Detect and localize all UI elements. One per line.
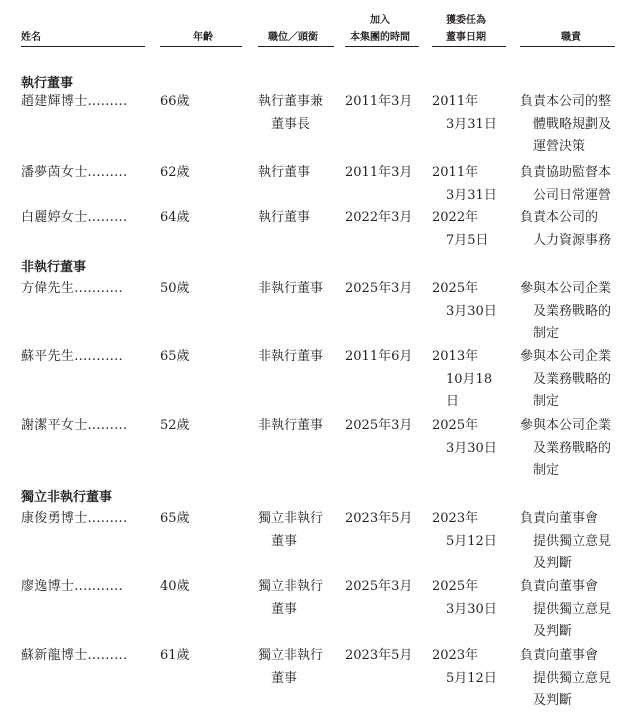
director-position (258, 346, 332, 369)
director-position (258, 91, 332, 136)
header-rule-appt (432, 46, 506, 47)
director-name: 蘇平先生........... (21, 349, 123, 364)
responsibility-line: 負責向董事會 (520, 511, 599, 526)
responsibilities (520, 508, 632, 576)
responsibility-line: 體戰略規劃及 (533, 116, 612, 132)
position-line: 非執行董事 (258, 418, 324, 433)
appointment-date (432, 207, 504, 252)
director-age: 62歲 (160, 165, 190, 180)
director-name: 白麗婷女士......... (21, 210, 128, 225)
responsibilities (520, 645, 632, 713)
position-line: 執行董事 (258, 165, 311, 180)
responsibility-line: 負責協助監督本 (520, 165, 612, 180)
director-position (258, 645, 332, 690)
appointment-day: 3月30日 (446, 303, 497, 319)
join-date: 2023年5月 (345, 648, 413, 663)
responsibility-line: 及判斷 (533, 624, 573, 639)
responsibility-line: 公司日常運營 (533, 187, 612, 203)
director-position (258, 508, 332, 553)
join-date: 2025年3月 (345, 281, 413, 296)
responsibility-line: 負責向董事會 (520, 648, 599, 663)
responsibilities (520, 162, 632, 207)
position-line: 董事 (271, 670, 298, 686)
appointment-date (432, 162, 504, 207)
appointment-year: 2025年 (432, 579, 479, 594)
responsibility-line: 參與本公司企業 (520, 349, 612, 364)
responsibility-line: 提供獨立意見 (533, 670, 612, 686)
appointment-date (432, 346, 504, 414)
appointment-date (432, 278, 504, 323)
appointment-year: 2022年 (432, 210, 479, 225)
director-position (258, 162, 332, 185)
responsibility-line: 參與本公司企業 (520, 418, 612, 433)
appointment-year: 2011年 (432, 165, 479, 180)
appointment-year: 2025年 (432, 418, 479, 433)
responsibility-line: 提供獨立意見 (533, 601, 612, 617)
responsibilities (520, 207, 632, 252)
appointment-year: 2011年 (432, 94, 479, 109)
appointment-year: 2023年 (432, 648, 479, 663)
header-responsibilities: 職責 (561, 32, 581, 43)
join-date: 2023年5月 (345, 511, 413, 526)
header-join-line2: 本集團的時間 (350, 32, 410, 43)
header-rule-position (258, 46, 334, 47)
responsibility-line: 及業務戰略的 (533, 303, 612, 319)
responsibility-line: 及判斷 (533, 693, 573, 708)
responsibility-line: 制定 (533, 326, 560, 341)
appointment-day: 10月18日 (446, 371, 493, 409)
director-age: 64歲 (160, 210, 190, 225)
director-position (258, 576, 332, 621)
appointment-date (432, 415, 504, 460)
responsibilities (520, 346, 632, 414)
position-line: 非執行董事 (258, 349, 324, 364)
header-rule-responsibilities (520, 46, 615, 47)
header-rule-name (21, 46, 145, 47)
section-heading-executive: 執行董事 (21, 76, 74, 91)
appointment-day: 3月31日 (446, 116, 497, 132)
position-line: 獨立非執行 (258, 579, 324, 594)
header-appt-line1: 獲委任為 (446, 15, 486, 26)
position-line: 董事 (271, 533, 298, 549)
header-name: 姓名 (21, 32, 41, 43)
director-age: 40歲 (160, 579, 190, 594)
director-position (258, 207, 332, 230)
director-position (258, 278, 332, 301)
appointment-date (432, 508, 504, 553)
responsibility-line: 參與本公司企業 (520, 281, 612, 296)
director-name: 趙建輝博士......... (21, 94, 128, 109)
position-line: 執行董事 (258, 210, 311, 225)
join-date: 2011年6月 (345, 349, 413, 364)
responsibility-line: 運營決策 (533, 139, 586, 154)
appointment-day: 3月31日 (446, 187, 497, 203)
header-age: 年齡 (193, 32, 213, 43)
join-date: 2022年3月 (345, 210, 413, 225)
director-age: 61歲 (160, 648, 190, 663)
position-line: 獨立非執行 (258, 648, 324, 663)
responsibilities (520, 576, 632, 644)
responsibility-line: 人力資源事務 (533, 232, 612, 248)
appointment-day: 3月30日 (446, 601, 497, 617)
join-date: 2025年3月 (345, 579, 413, 594)
appointment-year: 2025年 (432, 281, 479, 296)
responsibility-line: 制定 (533, 463, 560, 478)
responsibilities (520, 91, 632, 159)
director-name: 謝潔平女士......... (21, 418, 128, 433)
director-name: 康俊勇博士......... (21, 511, 128, 526)
director-age: 66歲 (160, 94, 190, 109)
responsibility-line: 及判斷 (533, 556, 573, 571)
section-heading-non-executive: 非執行董事 (21, 260, 87, 275)
responsibility-line: 負責本公司的 (520, 210, 599, 225)
director-name: 蘇新龍博士......... (21, 648, 128, 663)
responsibilities (520, 415, 632, 483)
position-line: 董事 (271, 601, 298, 617)
responsibility-line: 及業務戰略的 (533, 440, 612, 456)
director-name: 方偉先生........... (21, 281, 123, 296)
header-join-line1: 加入 (370, 15, 390, 26)
director-name: 廖逸博士........... (21, 579, 123, 594)
appointment-date (432, 645, 504, 690)
director-age: 50歲 (160, 281, 190, 296)
join-date: 2025年3月 (345, 418, 413, 433)
responsibility-line: 提供獨立意見 (533, 533, 612, 549)
appointment-day: 3月30日 (446, 440, 497, 456)
director-age: 52歲 (160, 418, 190, 433)
join-date: 2011年3月 (345, 165, 413, 180)
header-rule-join (345, 46, 419, 47)
appointment-year: 2013年 (432, 349, 479, 364)
appointment-day: 7月5日 (446, 232, 489, 248)
director-name: 潘夢茵女士......... (21, 165, 128, 180)
appointment-day: 5月12日 (446, 670, 497, 686)
responsibility-line: 負責向董事會 (520, 579, 599, 594)
section-heading-independent: 獨立非執行董事 (21, 490, 113, 505)
appointment-day: 5月12日 (446, 533, 497, 549)
header-position: 職位／頭銜 (268, 32, 318, 43)
responsibility-line: 制定 (533, 394, 560, 409)
position-line: 執行董事兼 (258, 94, 324, 109)
position-line: 獨立非執行 (258, 511, 324, 526)
responsibility-line: 及業務戰略的 (533, 371, 612, 387)
director-position (258, 415, 332, 438)
position-line: 董事長 (271, 116, 311, 132)
director-age: 65歲 (160, 511, 190, 526)
appointment-year: 2023年 (432, 511, 479, 526)
join-date: 2011年3月 (345, 94, 413, 109)
responsibilities (520, 278, 632, 346)
director-age: 65歲 (160, 349, 190, 364)
header-rule-age (160, 46, 242, 47)
responsibility-line: 負責本公司的整 (520, 94, 612, 109)
position-line: 非執行董事 (258, 281, 324, 296)
header-appt-line2: 董事日期 (446, 32, 486, 43)
appointment-date (432, 576, 504, 621)
appointment-date (432, 91, 504, 136)
